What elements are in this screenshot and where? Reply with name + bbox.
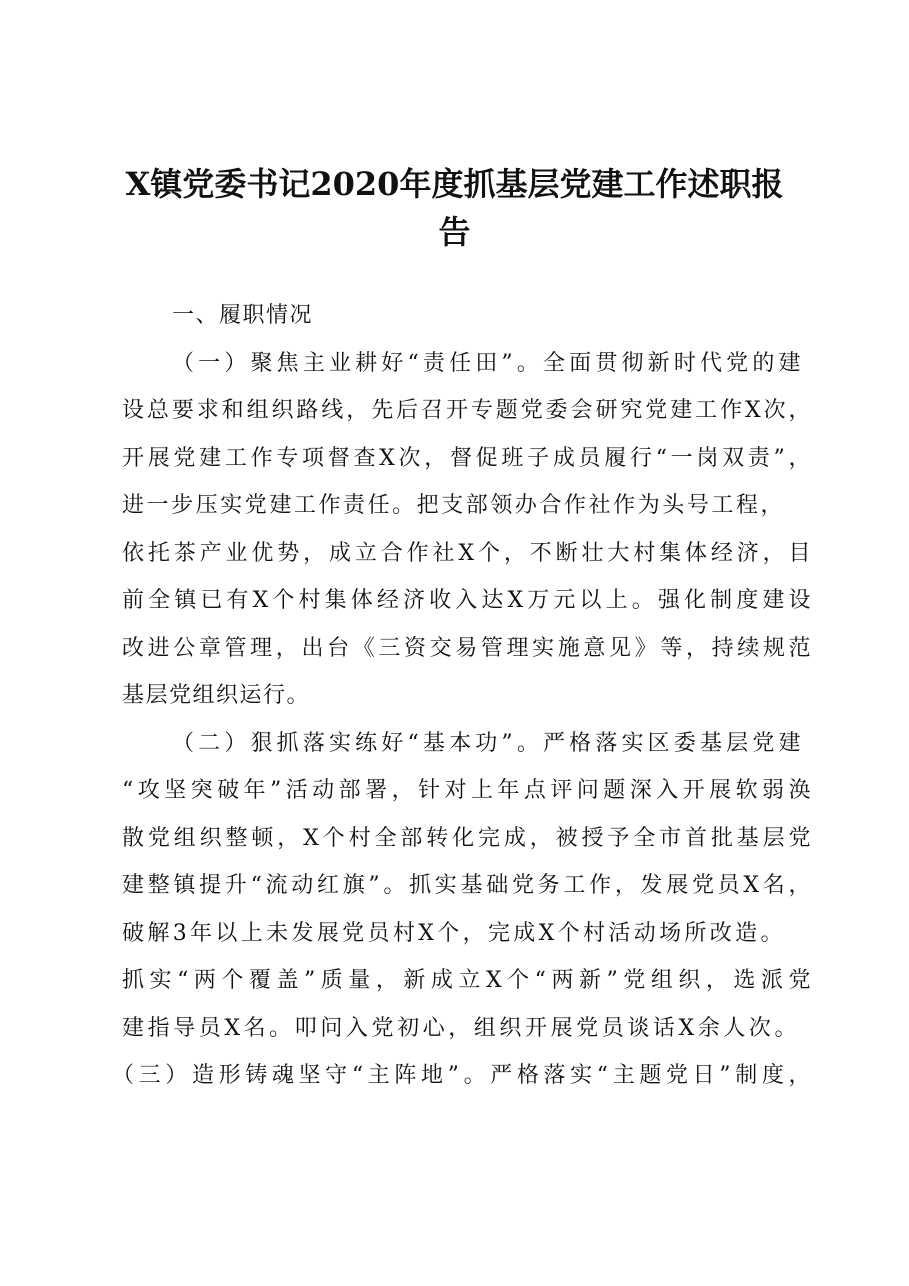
paragraph-line: （一）聚焦主业耕好“责任田”。全面贯彻新时代党的建 <box>172 351 802 376</box>
section-heading: 一、履职情况 <box>172 303 314 328</box>
paragraph-line: 破解3年以上未发展党员村X个，完成X个村活动场所改造。 <box>122 921 784 946</box>
paragraph-line: 设总要求和组织路线，先后召开专题党委会研究党建工作X次， <box>122 398 812 423</box>
document-title-line-2: 告 <box>438 213 471 251</box>
paragraph-line: 基层党组织运行。 <box>122 683 311 708</box>
paragraph-line: 抓实“两个覆盖”质量，新成立X个“两新”党组织，选派党 <box>122 968 812 993</box>
paragraph-line: 改进公章管理，出台《三资交易管理实施意见》等，持续规范 <box>122 636 812 661</box>
document-title-line-1: X镇党委书记2020年度抓基层党建工作述职报 <box>125 165 784 203</box>
paragraph-line: （三）造形铸魂坚守“主阵地”。严格落实“主题党日”制度， <box>112 1063 812 1088</box>
paragraph-line: 建整镇提升“流动红旗”。抓实基础党务工作，发展党员X名， <box>122 873 812 898</box>
paragraph-line: 建指导员X名。叩问入党初心，组织开展党员谈话X余人次。 <box>122 1016 798 1041</box>
paragraph-line: 散党组织整顿，X个村全部转化完成，被授予全市首批基层党 <box>122 826 812 851</box>
paragraph-line: （二）狠抓落实练好“基本功”。严格落实区委基层党建 <box>172 731 802 756</box>
paragraph-line: 开展党建工作专项督查X次，督促班子成员履行“一岗双责”， <box>122 446 812 471</box>
paragraph-line: 依托茶产业优势，成立合作社X个，不断壮大村集体经济，目 <box>122 541 812 566</box>
paragraph-line: 前全镇已有X个村集体经济收入达X万元以上。强化制度建设 <box>122 588 812 613</box>
paragraph-line: 进一步压实党建工作责任。把支部领办合作社作为头号工程， <box>122 493 784 518</box>
paragraph-line: “攻坚突破年”活动部署，针对上年点评问题深入开展软弱涣 <box>122 778 812 803</box>
